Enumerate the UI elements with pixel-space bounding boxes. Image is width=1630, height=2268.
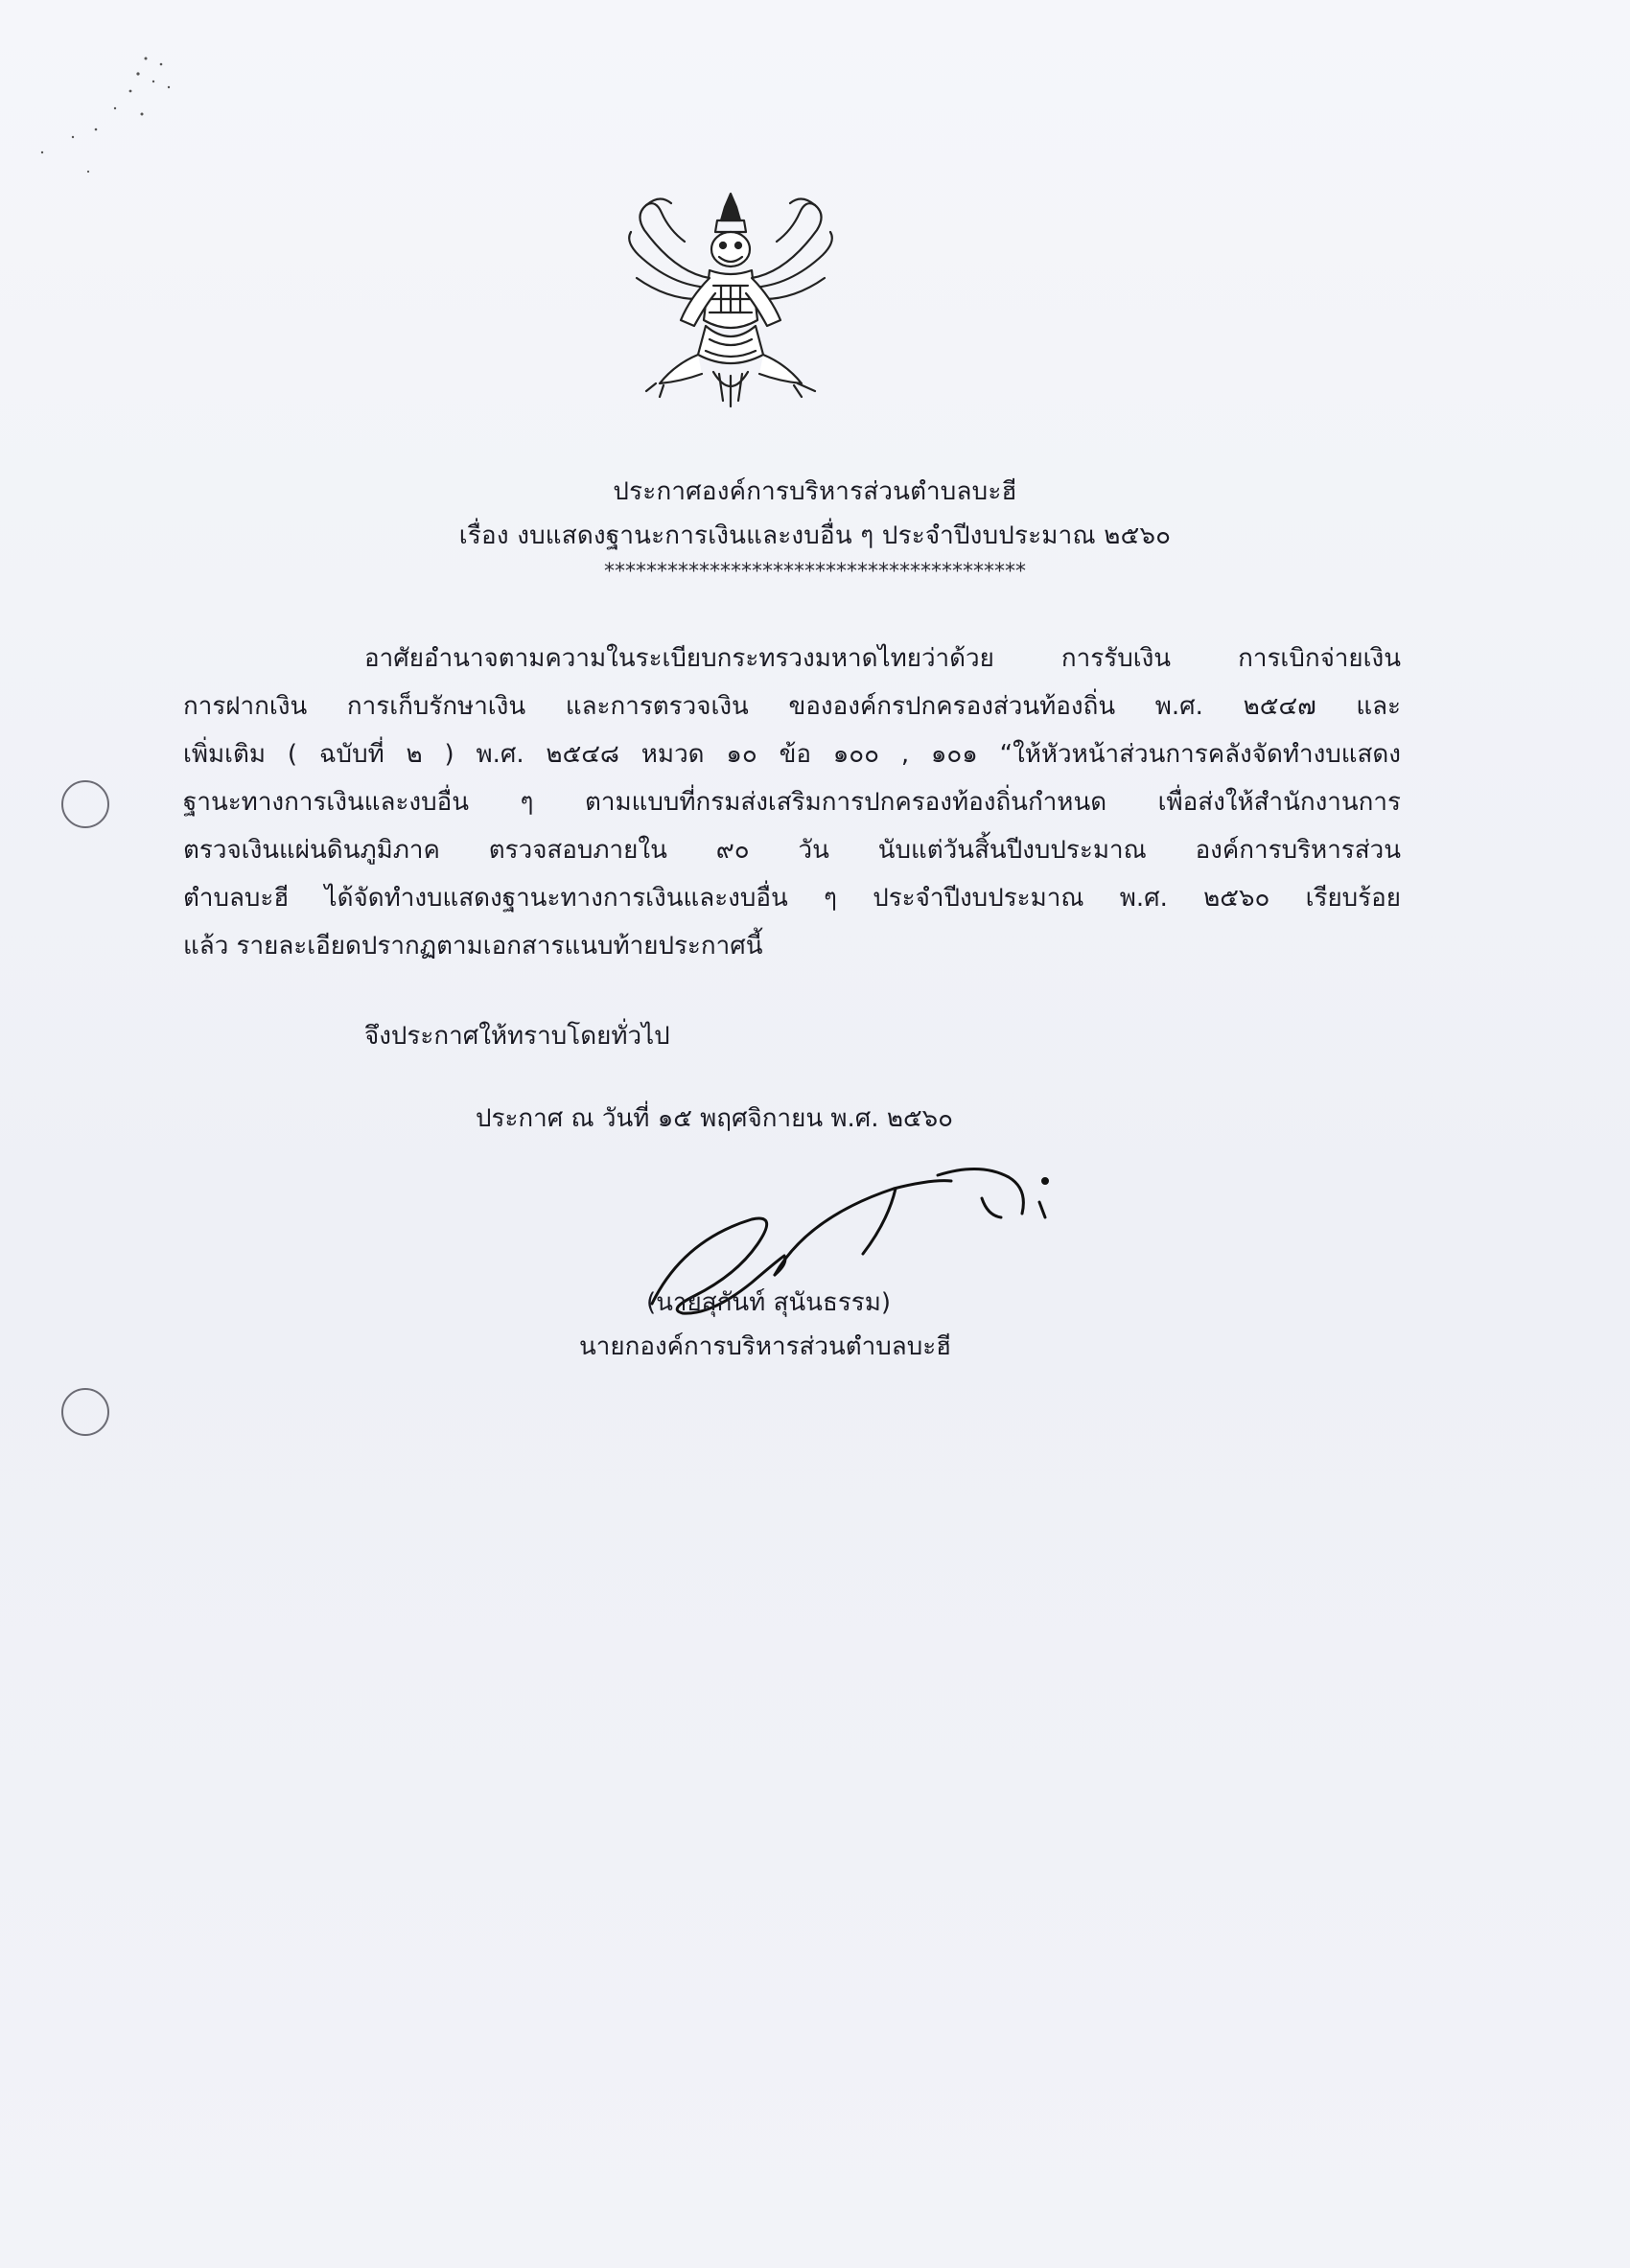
punch-hole-bottom <box>61 1388 109 1436</box>
announcement-subject: เรื่อง งบแสดงฐานะการเงินและงบอื่น ๆ ประจำปีงบประมาณ ๒๕๖๐ <box>458 521 1172 550</box>
signer-position: นายกองค์การบริหารส่วนตำบลบะฮี <box>579 1332 952 1361</box>
signer-name: (นายสุกันท์ สุนันธรรม) <box>646 1288 892 1317</box>
scan-specks <box>38 53 182 177</box>
body-line-3: เพิ่มเติม ( ฉบับที่ ๒ ) พ.ศ. ๒๕๔๘ หมวด ๑๐ ข้อ ๑๐๐ , ๑๐๑ “ให้หัวหน้าส่วนการคลังจัดทำงบแสดง <box>183 740 1401 769</box>
body-line-4: ฐานะทางการเงินและงบอื่น ๆ ตามแบบที่กรมส่งเสริมการปกครองท้องถิ่นกำหนด เพื่อส่งให้สำนักงานการ <box>183 788 1401 817</box>
announcement-date: ประกาศ ณ วันที่ ๑๕ พฤศจิกายน พ.ศ. ๒๕๖๐ <box>476 1104 954 1133</box>
garuda-emblem-icon <box>617 186 844 412</box>
handwritten-signature <box>644 1160 1105 1352</box>
closing-statement: จึงประกาศให้ทราบโดยทั่วไป <box>364 1022 670 1051</box>
body-line-6: ตำบลบะฮี ได้จัดทำงบแสดงฐานะทางการเงินและงบอื่น ๆ ประจำปีงบประมาณ พ.ศ. ๒๕๖๐ เรียบร้อย <box>183 884 1401 913</box>
punch-hole-top <box>61 780 109 828</box>
announcement-title: ประกาศองค์การบริหารส่วนตำบลบะฮี <box>613 477 1017 506</box>
body-line-7: แล้ว รายละเอียดปรากฏตามเอกสารแนบท้ายประกาศนี้ <box>183 932 763 960</box>
body-line-2: การฝากเงิน การเก็บรักษาเงิน และการตรวจเงิน ขององค์กรปกครองส่วนท้องถิ่น พ.ศ. ๒๕๔๗ และ <box>183 692 1401 721</box>
body-line-5: ตรวจเงินแผ่นดินภูมิภาค ตรวจสอบภายใน ๙๐ วัน นับแต่วันสิ้นปีงบประมาณ องค์การบริหารส่วน <box>183 836 1401 865</box>
body-line-1: อาศัยอำนาจตามความในระเบียบกระทรวงมหาดไทยว่าด้วย การรับเงิน การเบิกจ่ายเงิน <box>364 644 1401 673</box>
separator-line: **************************************** <box>604 560 1026 584</box>
